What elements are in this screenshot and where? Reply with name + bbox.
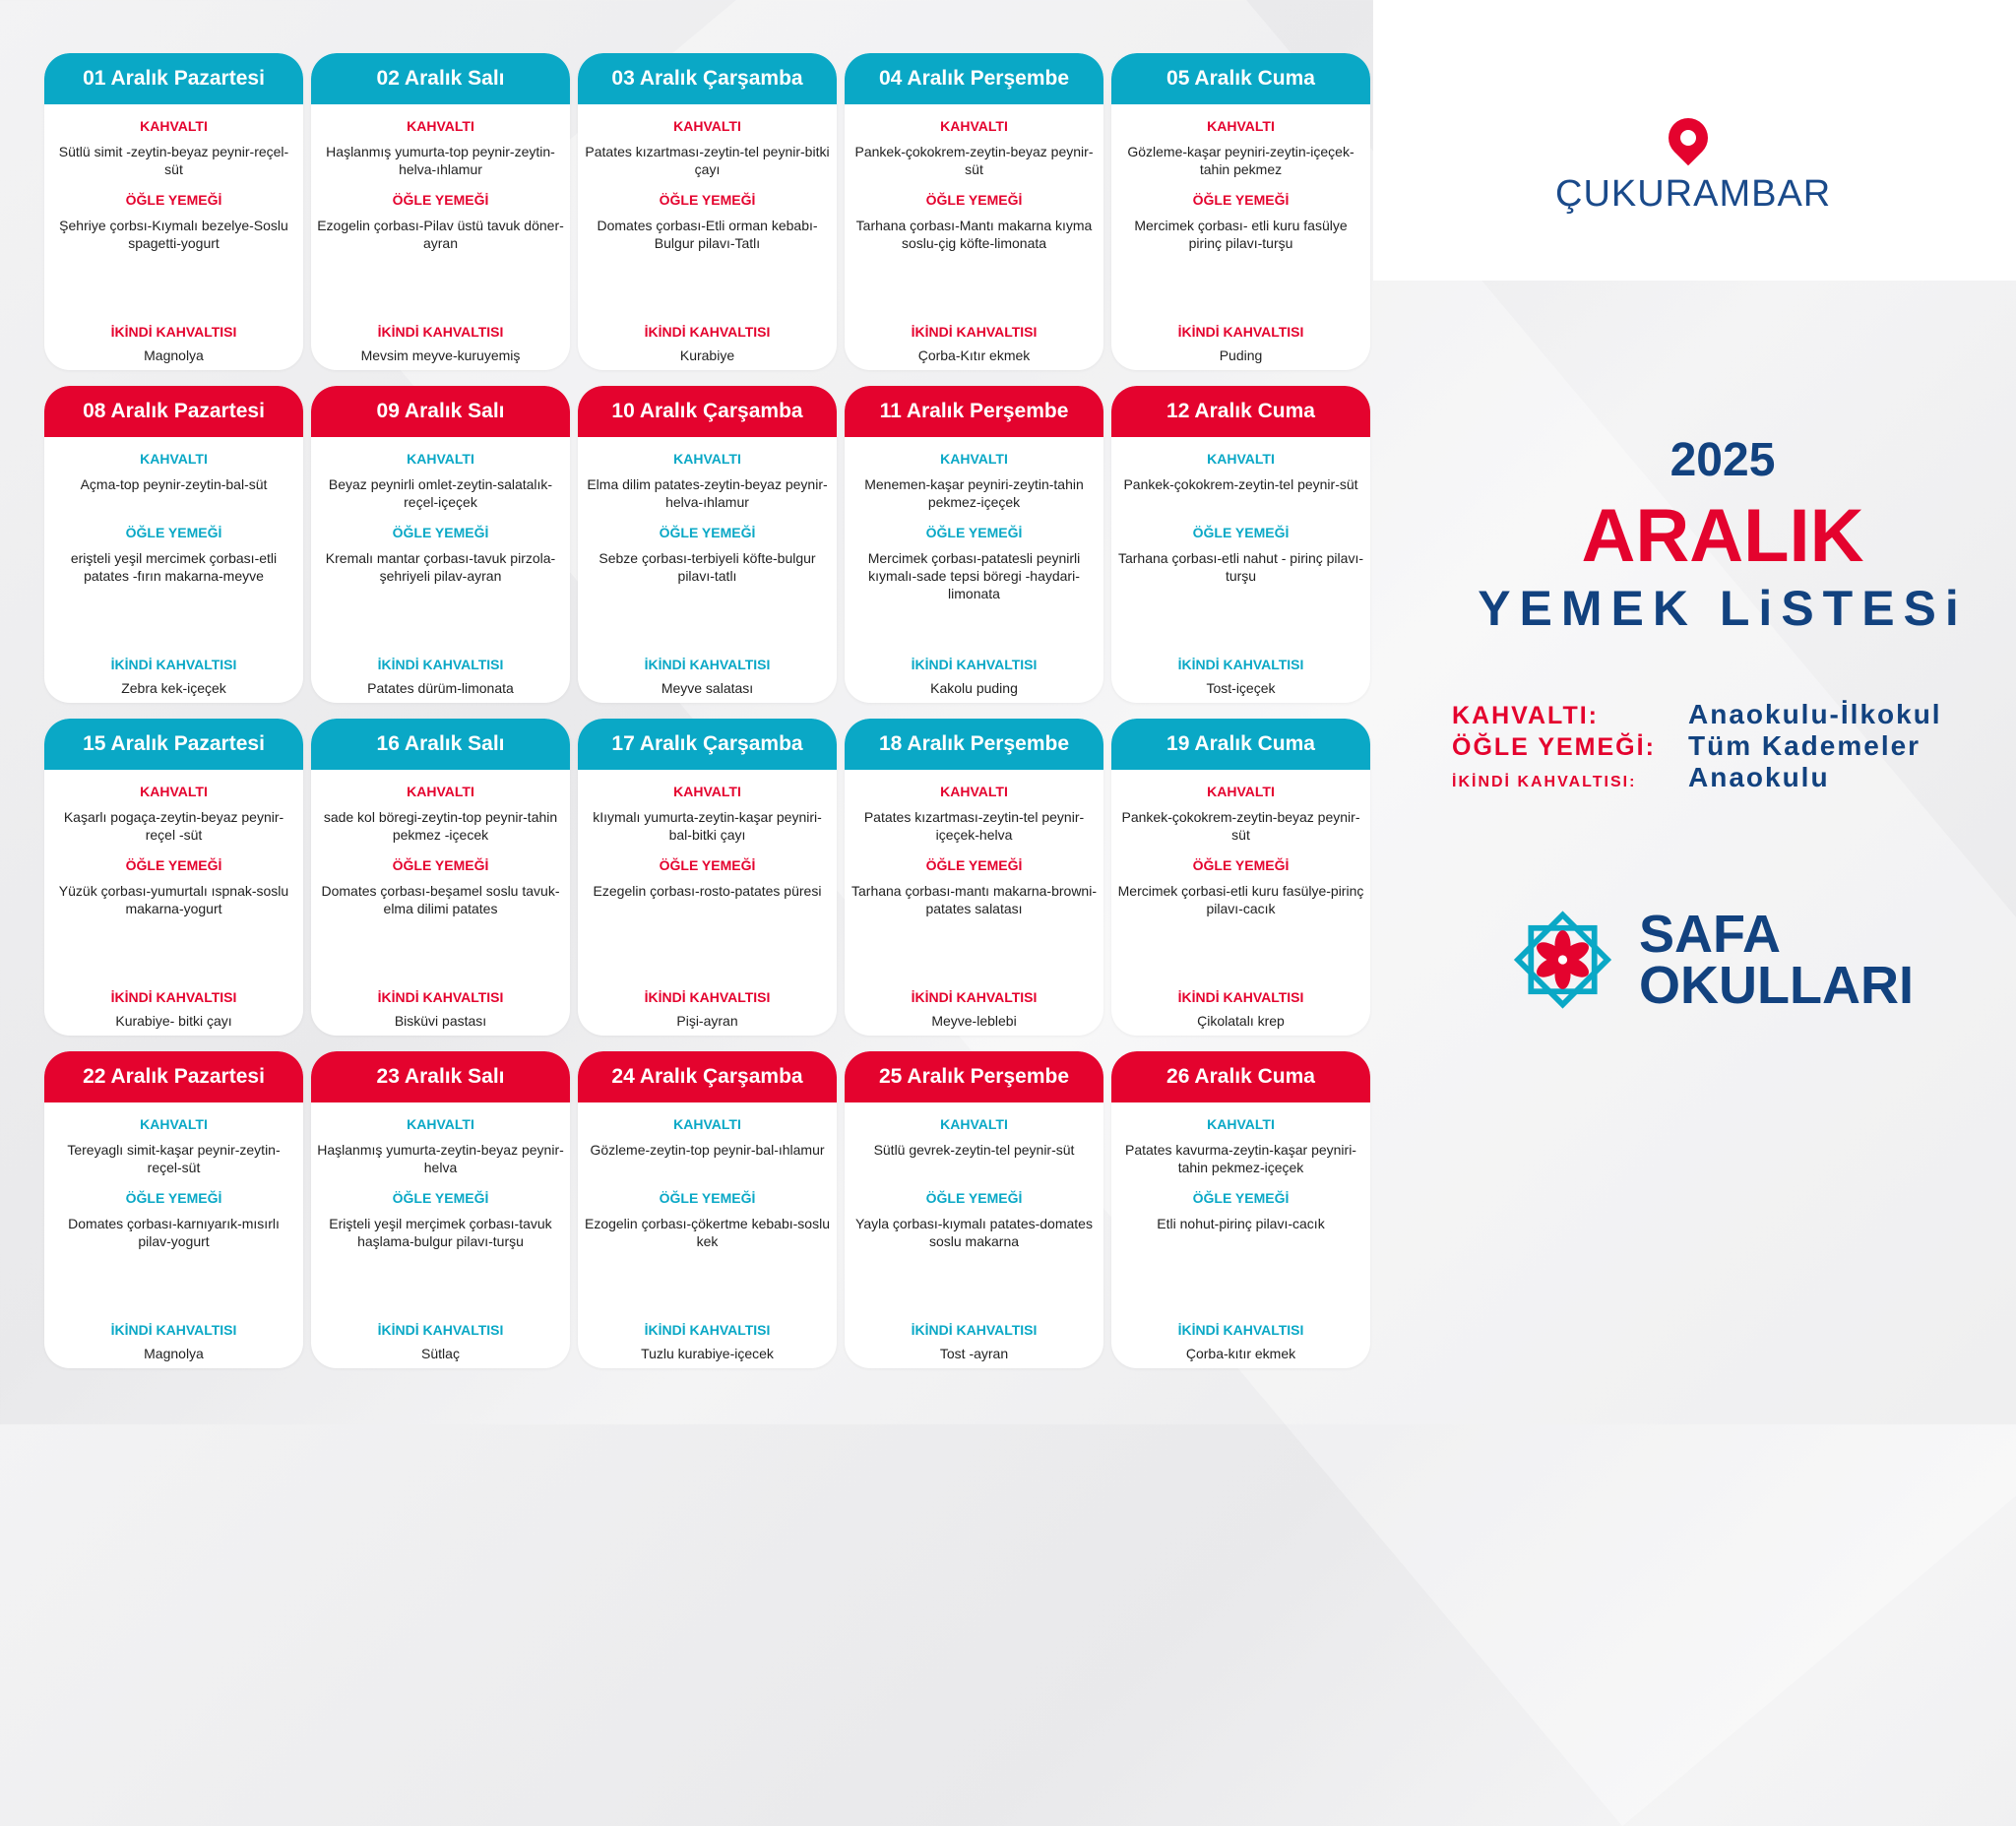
snack-label: İKİNDİ KAHVALTISI xyxy=(911,1322,1038,1338)
lunch-label: ÖĞLE YEMEĞİ xyxy=(392,192,489,208)
snack-label: İKİNDİ KAHVALTISI xyxy=(110,989,237,1005)
lunch-menu: Mercimek çorbası-patatesli peynirli kıymalı-sade tepsi böregi -haydari-limonata xyxy=(867,550,1081,601)
legend-row xyxy=(1452,762,1942,793)
lunch-label: ÖĞLE YEMEĞİ xyxy=(659,525,756,540)
breakfast-label: KAHVALTI xyxy=(1207,118,1275,134)
snack-label: İKİNDİ KAHVALTISI xyxy=(644,324,771,340)
breakfast-menu: Haşlanmış yumurta-top peynir-zeytin-helva-ıhlamur xyxy=(326,144,555,177)
lunch-menu: Etli nohut-pirinç pilavı-cacık xyxy=(1157,1216,1325,1231)
lunch-label: ÖĞLE YEMEĞİ xyxy=(925,192,1023,208)
day-title: 24 Aralık Çarşamba xyxy=(578,1051,837,1102)
snack-menu: Zebra kek-içeçek xyxy=(121,680,226,696)
lunch-label: ÖĞLE YEMEĞİ xyxy=(1192,192,1290,208)
title-block xyxy=(1447,433,1998,637)
lunch-menu: Yayla çorbası-kıymalı patates-domates soslu makarna xyxy=(855,1216,1093,1249)
breakfast-menu: Pankek-çokokrem-zeytin-beyaz peynir-süt xyxy=(1121,809,1360,843)
snack-menu: Çorba-kıtır ekmek xyxy=(1185,1346,1296,1361)
day-card xyxy=(1111,719,1370,1036)
snack-menu: Magnolya xyxy=(144,1346,204,1361)
day-card xyxy=(44,1051,303,1368)
breakfast-label: KAHVALTI xyxy=(407,118,474,134)
snack-label: İKİNDİ KAHVALTISI xyxy=(911,324,1038,340)
day-card xyxy=(1111,53,1370,370)
lunch-label: ÖĞLE YEMEĞİ xyxy=(659,192,756,208)
day-title: 19 Aralık Cuma xyxy=(1111,719,1370,770)
breakfast-label: KAHVALTI xyxy=(1207,1116,1275,1132)
day-card xyxy=(845,53,1103,370)
breakfast-label: KAHVALTI xyxy=(940,1116,1008,1132)
snack-label: İKİNDİ KAHVALTISI xyxy=(1177,989,1304,1005)
location-name: ÇUKURAMBAR xyxy=(1555,173,1832,215)
day-card xyxy=(311,719,570,1036)
day-title: 10 Aralık Çarşamba xyxy=(578,386,837,437)
lunch-menu: Domates çorbası-Etli orman kebabı-Bulgur pilavı-Tatlı xyxy=(597,218,818,251)
location xyxy=(1555,118,1832,216)
snack-menu: Puding xyxy=(1219,347,1263,363)
menu-grid xyxy=(44,53,1370,1368)
breakfast-menu: Patates kızartması-zeytin-tel peynir-bitki çayı xyxy=(585,144,830,177)
lunch-label: ÖĞLE YEMEĞİ xyxy=(1192,525,1290,540)
lunch-label: ÖĞLE YEMEĞİ xyxy=(1192,857,1290,873)
lunch-menu: Kremalı mantar çorbası-tavuk pirzola-şehriyeli pilav-ayran xyxy=(325,550,556,584)
snack-label: İKİNDİ KAHVALTISI xyxy=(911,989,1038,1005)
breakfast-menu: Tereyaglı simit-kaşar peynir-zeytin- reçel-süt xyxy=(67,1142,281,1175)
snack-label: İKİNDİ KAHVALTISI xyxy=(110,324,237,340)
snack-label: İKİNDİ KAHVALTISI xyxy=(1177,324,1304,340)
lunch-menu: Şehriye çorbsı-Kıymalı bezelye-Soslu spagetti-yogurt xyxy=(59,218,288,251)
snack-label: İKİNDİ KAHVALTISI xyxy=(1177,1322,1304,1338)
day-title: 23 Aralık Salı xyxy=(311,1051,570,1102)
snack-menu: Tost-içeçek xyxy=(1206,680,1276,696)
lunch-label: ÖĞLE YEMEĞİ xyxy=(1192,1190,1290,1206)
day-title: 22 Aralık Pazartesi xyxy=(44,1051,303,1102)
day-card xyxy=(311,386,570,703)
day-title: 03 Aralık Çarşamba xyxy=(578,53,837,104)
lunch-label: ÖĞLE YEMEĞİ xyxy=(392,857,489,873)
lunch-menu: Tarhana çorbası-etli nahut - pirinç pilavı-turşu xyxy=(1117,550,1363,584)
lunch-menu: Mercimek çorbası- etli kuru fasülye pirinç pilavı-turşu xyxy=(1134,218,1348,251)
legend-value: Anaokulu-İlkokul xyxy=(1688,699,1942,729)
location-pin-icon xyxy=(1661,110,1717,166)
day-title: 05 Aralık Cuma xyxy=(1111,53,1370,104)
lunch-menu: Domates çorbası-beşamel soslu tavuk-elma dilimi patates xyxy=(321,883,560,916)
breakfast-menu: Patates kızartması-zeytin-tel peynir-içeçek-helva xyxy=(863,809,1085,843)
day-card xyxy=(845,1051,1103,1368)
breakfast-label: KAHVALTI xyxy=(407,1116,474,1132)
breakfast-menu: Beyaz peynirli omlet-zeytin-salatalık-reçel-içeçek xyxy=(328,476,553,510)
year: 2025 xyxy=(1670,434,1776,486)
month: ARALIK xyxy=(1581,494,1864,578)
snack-menu: Çorba-Kıtır ekmek xyxy=(917,347,1031,363)
breakfast-label: KAHVALTI xyxy=(940,451,1008,467)
breakfast-label: KAHVALTI xyxy=(940,118,1008,134)
snack-menu: Kurabiye- bitki çayı xyxy=(115,1013,232,1029)
snack-label: İKİNDİ KAHVALTISI xyxy=(110,1322,237,1338)
snack-label: İKİNDİ KAHVALTISI xyxy=(644,1322,771,1338)
breakfast-menu: Patates kavurma-zeytin-kaşar peyniri-tahin pekmez-içeçek xyxy=(1125,1142,1356,1175)
breakfast-menu: Elma dilim patates-zeytin-beyaz peynir-helva-ıhlamur xyxy=(587,476,828,510)
lunch-menu: Tarhana çorbası-mantı makarna-browni-patates salatası xyxy=(851,883,1097,916)
legend-key: KAHVALTI: xyxy=(1452,702,1599,729)
day-title: 08 Aralık Pazartesi xyxy=(44,386,303,437)
day-title: 01 Aralık Pazartesi xyxy=(44,53,303,104)
day-title: 09 Aralık Salı xyxy=(311,386,570,437)
breakfast-menu: Gözleme-kaşar peyniri-zeytin-içeçek-tahin pekmez xyxy=(1127,144,1354,177)
day-title: 17 Aralık Çarşamba xyxy=(578,719,837,770)
snack-menu: Meyve salatası xyxy=(661,680,754,696)
day-card xyxy=(578,386,837,703)
lunch-menu: Erişteli yeşil merçimek çorbası-tavuk haşlama-bulgur pilavı-turşu xyxy=(329,1216,552,1249)
snack-label: İKİNDİ KAHVALTISI xyxy=(911,657,1038,672)
breakfast-label: KAHVALTI xyxy=(140,784,208,799)
day-card xyxy=(311,53,570,370)
breakfast-label: KAHVALTI xyxy=(1207,784,1275,799)
lunch-label: ÖĞLE YEMEĞİ xyxy=(125,525,222,540)
legend-row xyxy=(1452,730,1942,762)
lunch-label: ÖĞLE YEMEĞİ xyxy=(925,1190,1023,1206)
snack-label: İKİNDİ KAHVALTISI xyxy=(377,989,504,1005)
legend-key: İKİNDİ KAHVALTISI: xyxy=(1452,774,1637,790)
day-card xyxy=(1111,386,1370,703)
breakfast-label: KAHVALTI xyxy=(140,1116,208,1132)
day-title: 04 Aralık Perşembe xyxy=(845,53,1103,104)
lunch-label: ÖĞLE YEMEĞİ xyxy=(125,192,222,208)
breakfast-label: KAHVALTI xyxy=(407,784,474,799)
day-card xyxy=(845,719,1103,1036)
lunch-label: ÖĞLE YEMEĞİ xyxy=(392,525,489,540)
day-title: 02 Aralık Salı xyxy=(311,53,570,104)
legend-row xyxy=(1452,699,1942,730)
snack-menu: Magnolya xyxy=(144,347,204,363)
day-card xyxy=(578,1051,837,1368)
lunch-label: ÖĞLE YEMEĞİ xyxy=(125,1190,222,1206)
day-title: 16 Aralık Salı xyxy=(311,719,570,770)
snack-menu: Mevsim meyve-kuruyemiş xyxy=(360,347,521,363)
snack-label: İKİNDİ KAHVALTISI xyxy=(644,657,771,672)
snack-label: İKİNDİ KAHVALTISI xyxy=(377,657,504,672)
lunch-label: ÖĞLE YEMEĞİ xyxy=(925,525,1023,540)
page-title: YEMEK LiSTESi xyxy=(1478,581,1968,636)
lunch-menu: Yüzük çorbası-yumurtalı ıspnak-soslu makarna-yogurt xyxy=(58,883,289,916)
breakfast-label: KAHVALTI xyxy=(140,118,208,134)
lunch-label: ÖĞLE YEMEĞİ xyxy=(925,857,1023,873)
breakfast-menu: Sütlü simit -zeytin-beyaz peynir-reçel-süt xyxy=(58,144,289,177)
day-title: 25 Aralık Perşembe xyxy=(845,1051,1103,1102)
day-card xyxy=(1111,1051,1370,1368)
day-card xyxy=(44,386,303,703)
breakfast-label: KAHVALTI xyxy=(940,784,1008,799)
snack-label: İKİNDİ KAHVALTISI xyxy=(110,657,237,672)
flower-emblem-icon xyxy=(1506,896,1619,1024)
legend xyxy=(1452,699,1942,793)
day-card xyxy=(578,53,837,370)
legend-value: Anaokulu xyxy=(1688,762,1830,792)
logo-line2: OKULLARI xyxy=(1639,956,1914,1015)
breakfast-menu: Kaşarlı pogaça-zeytin-beyaz peynir-reçel -süt xyxy=(63,809,284,843)
snack-menu: Bisküvi pastası xyxy=(394,1013,487,1029)
day-card xyxy=(311,1051,570,1368)
day-card xyxy=(845,386,1103,703)
lunch-menu: Mercimek çorbasi-etli kuru fasülye-pirinç pilavı-cacık xyxy=(1117,883,1364,916)
lunch-menu: Tarhana çorbası-Mantı makarna kıyma soslu-çig köfte-limonata xyxy=(855,218,1093,251)
day-card xyxy=(44,719,303,1036)
breakfast-menu: Haşlanmış yumurta-zeytin-beyaz peynir-helva xyxy=(317,1142,564,1175)
lunch-menu: Domates çorbası-karnıyarık-mısırlı pilav-yogurt xyxy=(68,1216,280,1249)
snack-menu: Patates dürüm-limonata xyxy=(367,680,514,696)
lunch-label: ÖĞLE YEMEĞİ xyxy=(659,1190,756,1206)
breakfast-menu: Açma-top peynir-zeytin-bal-süt xyxy=(80,476,268,492)
lunch-menu: erişteli yeşil mercimek çorbası-etli patates -fırın makarna-meyve xyxy=(70,550,278,584)
snack-label: İKİNDİ KAHVALTISI xyxy=(644,989,771,1005)
breakfast-label: KAHVALTI xyxy=(673,784,741,799)
lunch-label: ÖĞLE YEMEĞİ xyxy=(125,857,222,873)
breakfast-label: KAHVALTI xyxy=(407,451,474,467)
snack-label: İKİNDİ KAHVALTISI xyxy=(377,324,504,340)
day-title: 12 Aralık Cuma xyxy=(1111,386,1370,437)
breakfast-label: KAHVALTI xyxy=(673,1116,741,1132)
breakfast-menu: Menemen-kaşar peyniri-zeytin-tahin pekmez-içeçek xyxy=(864,476,1084,510)
breakfast-label: KAHVALTI xyxy=(673,118,741,134)
day-title: 26 Aralık Cuma xyxy=(1111,1051,1370,1102)
snack-menu: Tuzlu kurabiye-içecek xyxy=(641,1346,774,1361)
breakfast-menu: Pankek-çokokrem-zeytin-tel peynir-süt xyxy=(1123,476,1358,492)
breakfast-menu: kIıymalı yumurta-zeytin-kaşar peyniri-bal-bitki çayı xyxy=(593,809,822,843)
snack-menu: Kakolu puding xyxy=(930,680,1018,696)
snack-menu: Kurabiye xyxy=(679,347,735,363)
lunch-menu: Ezogelin çorbası-Pilav üstü tavuk döner-ayran xyxy=(317,218,564,251)
safa-okullari-logo xyxy=(1506,896,1914,1024)
legend-key: ÖĞLE YEMEĞİ: xyxy=(1452,733,1656,761)
day-title: 15 Aralık Pazartesi xyxy=(44,719,303,770)
day-title: 11 Aralık Perşembe xyxy=(845,386,1103,437)
snack-label: İKİNDİ KAHVALTISI xyxy=(377,1322,504,1338)
breakfast-menu: Gözleme-zeytin-top peynir-bal-ıhlamur xyxy=(590,1142,825,1158)
day-card xyxy=(44,53,303,370)
lunch-label: ÖĞLE YEMEĞİ xyxy=(392,1190,489,1206)
lunch-menu: Ezegelin çorbası-rosto-patates püresi xyxy=(593,883,822,899)
snack-menu: Pişi-ayran xyxy=(676,1013,738,1029)
breakfast-label: KAHVALTI xyxy=(1207,451,1275,467)
logo-line1: SAFA xyxy=(1639,905,1782,964)
snack-menu: Çikolatalı krep xyxy=(1197,1013,1285,1029)
breakfast-menu: sade kol böregi-zeytin-top peynir-tahin pekmez -içecek xyxy=(323,809,558,843)
snack-menu: Sütlaç xyxy=(421,1346,460,1361)
lunch-menu: Ezogelin çorbası-çökertme kebabı-soslu kek xyxy=(584,1216,830,1249)
snack-label: İKİNDİ KAHVALTISI xyxy=(1177,657,1304,672)
breakfast-menu: Pankek-çokokrem-zeytin-beyaz peynir-süt xyxy=(854,144,1094,177)
breakfast-label: KAHVALTI xyxy=(140,451,208,467)
breakfast-label: KAHVALTI xyxy=(673,451,741,467)
breakfast-menu: Sütlü gevrek-zeytin-tel peynir-süt xyxy=(873,1142,1075,1158)
snack-menu: Tost -ayran xyxy=(939,1346,1009,1361)
snack-menu: Meyve-leblebi xyxy=(931,1013,1017,1029)
lunch-label: ÖĞLE YEMEĞİ xyxy=(659,857,756,873)
day-card xyxy=(578,719,837,1036)
legend-value: Tüm Kademeler xyxy=(1688,730,1922,761)
lunch-menu: Sebze çorbası-terbiyeli köfte-bulgur pilavı-tatlı xyxy=(598,550,816,584)
day-title: 18 Aralık Perşembe xyxy=(845,719,1103,770)
